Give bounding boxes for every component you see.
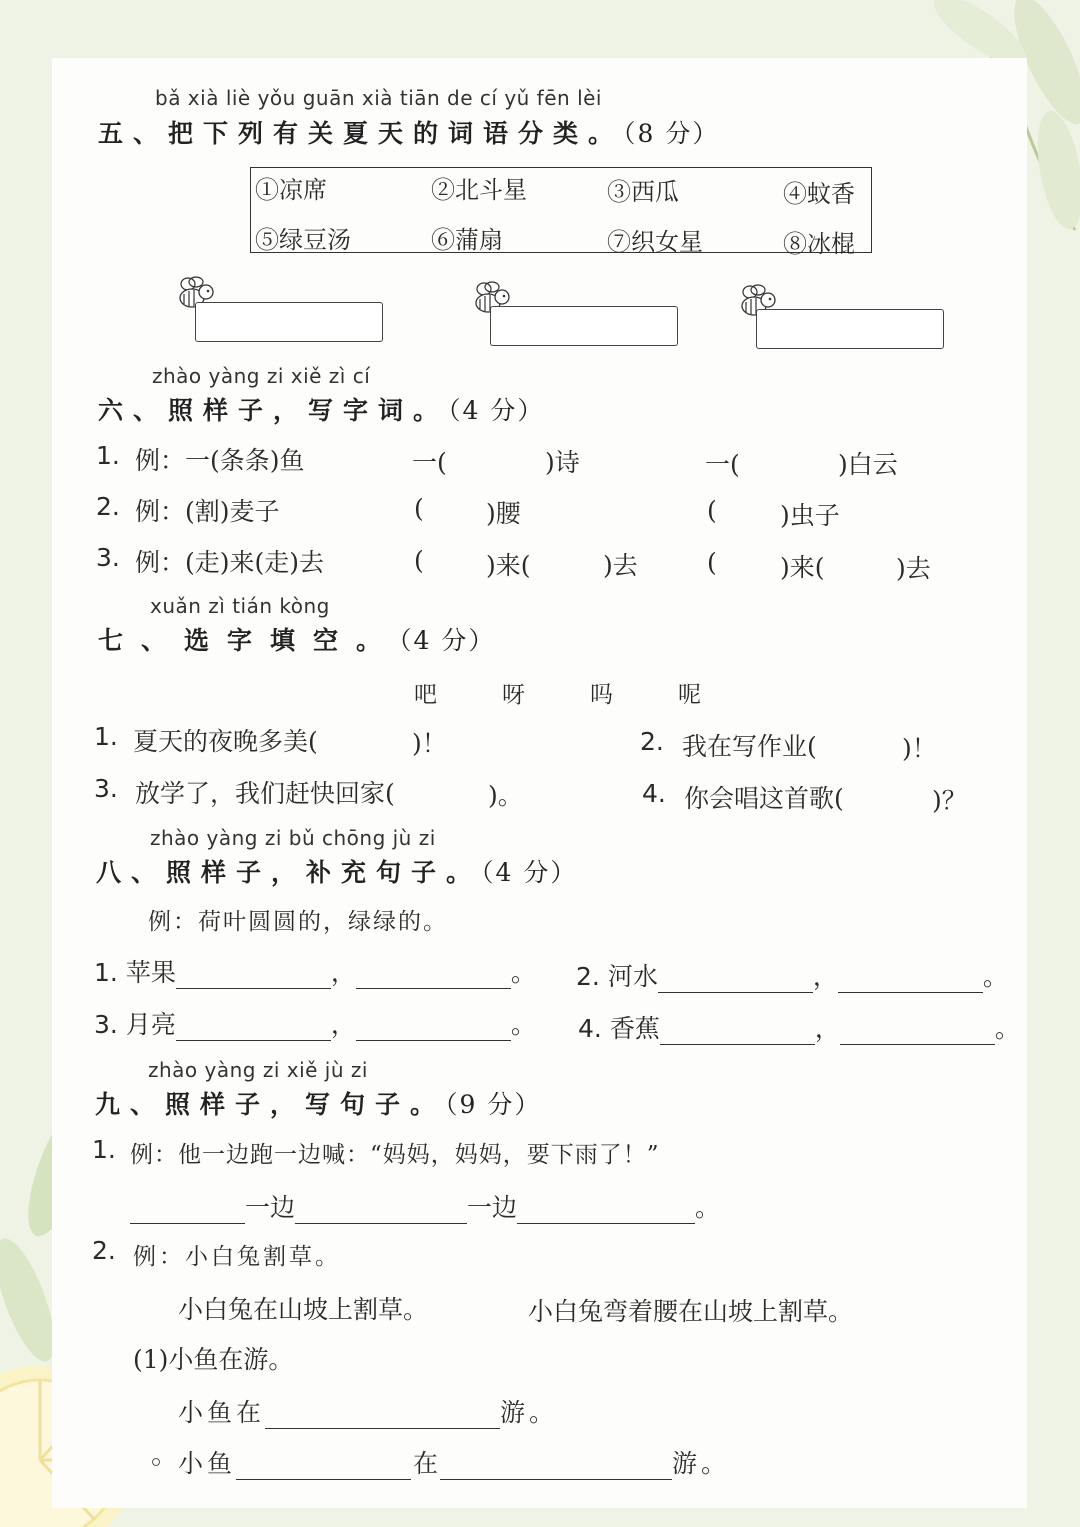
- s6-row-number: 3.: [96, 543, 120, 572]
- word-item: ②北斗星: [431, 176, 527, 204]
- s6-row-number: 2.: [96, 492, 120, 521]
- word-item: ⑧冰棍: [783, 230, 855, 258]
- s6-answer-blank[interactable]: [724, 495, 779, 525]
- s6-example: 例：(走)来(走)去: [135, 548, 325, 577]
- s9-q1-number: 1.: [92, 1135, 116, 1164]
- s8-example: 例：荷叶圆圆的，绿绿的。: [148, 909, 448, 935]
- s9-q1-answer-line: [130, 1188, 720, 1224]
- answer-blank[interactable]: [236, 1455, 411, 1480]
- comma: ，: [330, 958, 356, 987]
- line1-end: 游。: [500, 1398, 559, 1427]
- s6-example: 例：(割)麦子: [135, 497, 280, 526]
- s9-q1-example: 例：他一边跑一边喊：“妈妈，妈妈，要下雨了！”: [130, 1142, 660, 1168]
- word-item: ③西瓜: [607, 178, 679, 206]
- s9-q1-mid: 一边: [245, 1193, 296, 1222]
- s9-q2-line2: [178, 1444, 730, 1480]
- answer-blank[interactable]: [295, 1199, 467, 1224]
- s8-item: [576, 957, 1008, 993]
- word-item: ④蚊香: [783, 180, 855, 208]
- s6-row-number: 1.: [96, 441, 120, 470]
- line2-start: 小鱼: [178, 1449, 237, 1478]
- s7-item-end: )？: [932, 786, 967, 815]
- s6-blank-a-right: )去: [603, 551, 638, 580]
- s7-item-end: )！: [902, 734, 937, 763]
- answer-blank[interactable]: [176, 964, 331, 989]
- s8-item: [94, 1005, 536, 1041]
- word-item: ⑤绿豆汤: [255, 226, 351, 254]
- s8-item-number: 1.: [94, 958, 118, 987]
- s8-heading: [96, 853, 577, 889]
- s7-item-end: )。: [488, 781, 523, 810]
- s6-blank-a-mid: )来(: [486, 551, 531, 580]
- answer-blank[interactable]: [176, 1016, 331, 1041]
- answer-blank[interactable]: [440, 1455, 672, 1480]
- s9-pinyin: zhào yàng zi xiě jù zi: [148, 1058, 368, 1082]
- s9-q2-sub: (1)小鱼在游。: [133, 1345, 294, 1374]
- s8-title: 八、照样子，补充句子。: [96, 858, 482, 887]
- s7-heading: [98, 621, 495, 657]
- s9-q2-number: 2.: [92, 1236, 116, 1265]
- s8-score: （4 分）: [481, 858, 578, 887]
- period: 。: [994, 1014, 1020, 1043]
- answer-box-1[interactable]: [195, 302, 383, 342]
- bullet-dot: [152, 1458, 160, 1466]
- answer-blank[interactable]: [130, 1199, 245, 1224]
- s8-pinyin: zhào yàng zi bǔ chōng jù zi: [150, 826, 436, 850]
- s8-item-text: 月亮: [125, 1010, 176, 1039]
- s5-title: 五、把下列有关夏天的词语分类。: [98, 119, 624, 148]
- s8-item-text: 河水: [607, 962, 658, 991]
- line2-mid: 在: [413, 1449, 439, 1478]
- answer-blank[interactable]: [517, 1199, 695, 1224]
- s6-blank-b-mid: )来(: [780, 553, 825, 582]
- period: 。: [982, 962, 1008, 991]
- s8-item-number: 3.: [94, 1010, 118, 1039]
- s7-item-text: 我在写作业(: [682, 732, 817, 761]
- s6-blank-b-right: )白云: [838, 450, 898, 479]
- s8-item-text: 苹果: [125, 958, 176, 987]
- s7-item-number: 3.: [94, 774, 118, 803]
- s7-item-end: )！: [412, 729, 447, 758]
- answer-box-2[interactable]: [490, 306, 678, 346]
- s7-item-text: 放学了，我们赶快回家(: [135, 779, 395, 808]
- s7-item-number: 4.: [642, 779, 666, 808]
- s9-q2-line1: [178, 1393, 558, 1429]
- s5-pinyin: bǎ xià liè yǒu guān xià tiān de cí yǔ fēn lèi: [155, 86, 602, 110]
- s6-blank-a-right: )腰: [486, 499, 521, 528]
- s9-q1-mid: 一边: [467, 1193, 518, 1222]
- s5-heading: [98, 114, 719, 150]
- s6-answer-blank[interactable]: [460, 442, 545, 472]
- s7-option: 吗: [590, 682, 613, 708]
- s8-item-text: 香蕉: [609, 1014, 660, 1043]
- s9-heading: [95, 1085, 541, 1121]
- s7-score: （4 分）: [399, 626, 496, 655]
- s7-item-text: 夏天的夜晚多美(: [133, 727, 318, 756]
- s6-answer-blank[interactable]: [430, 493, 485, 523]
- s6-blank-b-right: )虫子: [780, 501, 840, 530]
- s6-blank-b-left: (: [707, 496, 717, 525]
- period: 。: [510, 958, 536, 987]
- s7-title: 七、选字填空。: [98, 626, 400, 655]
- s6-blank-b-left: (: [707, 548, 717, 577]
- period: 。: [510, 1010, 536, 1039]
- s9-q2-example-a: 小白兔在山坡上割草。: [178, 1295, 429, 1324]
- line2-end: 游。: [672, 1449, 731, 1478]
- answer-blank[interactable]: [660, 1020, 815, 1045]
- answer-blank[interactable]: [838, 968, 983, 993]
- s8-item: [578, 1009, 1020, 1045]
- s8-item-number: 4.: [578, 1014, 602, 1043]
- answer-blank[interactable]: [658, 968, 813, 993]
- answer-blank[interactable]: [265, 1404, 500, 1429]
- answer-blank[interactable]: [840, 1020, 995, 1045]
- s6-answer-blank[interactable]: [752, 444, 837, 474]
- word-item: ①凉席: [255, 176, 327, 204]
- answer-blank[interactable]: [356, 964, 511, 989]
- s5-score: （8 分）: [623, 119, 720, 148]
- comma: ，: [814, 1014, 840, 1043]
- s6-blank-a-left: 一(: [412, 448, 447, 477]
- s6-example: 例：一(条条)鱼: [135, 446, 305, 475]
- s6-blank-a-left: (: [414, 494, 424, 523]
- s7-item-number: 2.: [640, 727, 664, 756]
- s6-blank-a-left: (: [414, 546, 424, 575]
- s7-pinyin: xuǎn zì tián kòng: [150, 594, 330, 618]
- answer-box-3[interactable]: [756, 309, 944, 349]
- s6-score: （4 分）: [448, 396, 545, 425]
- s6-pinyin: zhào yàng zi xiě zì cí: [152, 364, 371, 388]
- s7-option: 呢: [678, 682, 701, 708]
- comma: ，: [330, 1010, 356, 1039]
- s6-title: 六、照样子，写字词。: [98, 396, 449, 425]
- s6-blank-a-right: )诗: [545, 448, 580, 477]
- answer-blank[interactable]: [356, 1016, 511, 1041]
- s6-heading: [98, 391, 544, 427]
- s9-score: （9 分）: [445, 1090, 542, 1119]
- comma: ，: [812, 962, 838, 991]
- word-item: ⑦织女星: [607, 228, 703, 256]
- s7-option: 吧: [414, 682, 437, 708]
- word-box: [250, 167, 872, 258]
- s9-q2-example: 例：小白兔割草。: [133, 1244, 341, 1270]
- s6-blank-b-left: 一(: [705, 450, 740, 479]
- s8-item-number: 2.: [576, 962, 600, 991]
- s6-blank-b-right: )去: [896, 554, 931, 583]
- s9-q2-example-b: 小白兔弯着腰在山坡上割草。: [528, 1297, 854, 1326]
- s7-option: 呀: [502, 682, 525, 708]
- word-item: ⑥蒲扇: [431, 226, 503, 254]
- s8-item: [94, 953, 536, 989]
- period: 。: [695, 1193, 721, 1222]
- s9-title: 九、照样子，写句子。: [95, 1090, 446, 1119]
- s7-item-number: 1.: [94, 722, 118, 751]
- s7-item-text: 你会唱这首歌(: [684, 784, 844, 813]
- line1-start: 小鱼在: [178, 1398, 266, 1427]
